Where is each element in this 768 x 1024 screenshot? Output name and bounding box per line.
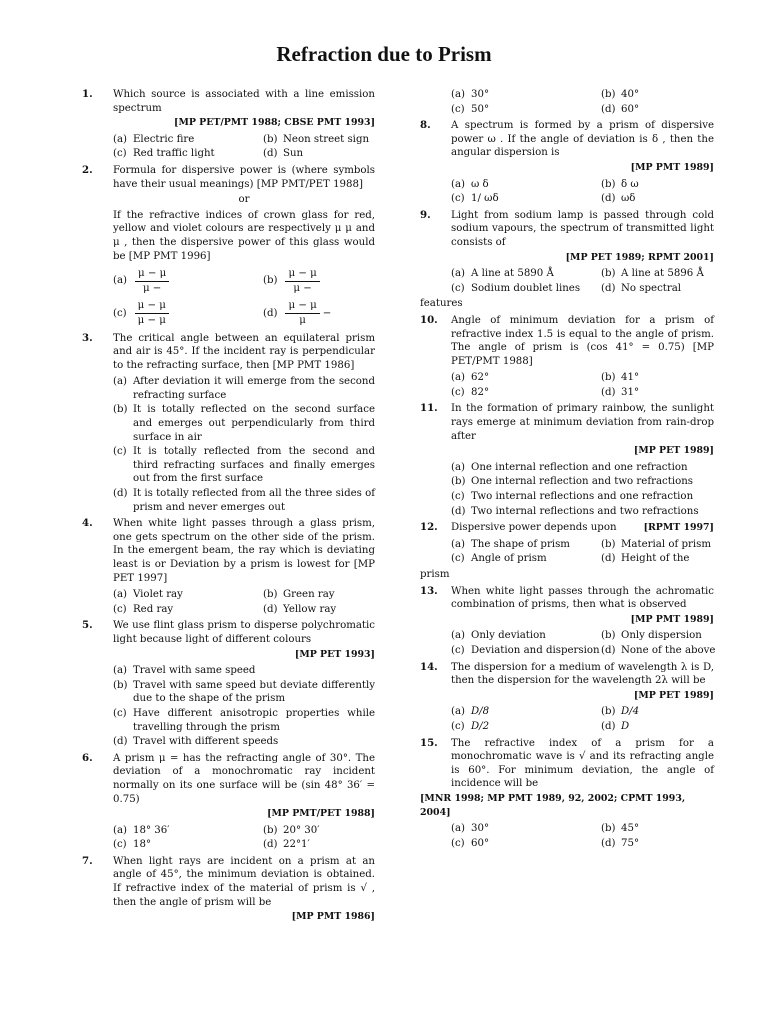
question-number: 8. [420,119,431,132]
option-c: (c) Two internal reflections and one refraction [451,491,694,503]
option-b: (b) 40° [601,89,640,100]
option-b: (b) A line at 5896 Å [601,268,704,280]
option-a: (a) D/8 [451,706,490,718]
source-ref: [MP PET 1989] [633,445,714,457]
options [451,371,714,399]
option-b: (b) $\frac{\mu - \mu}{\mu -}$ [263,267,375,295]
question-11 [420,402,714,518]
option-a: (a) 30° [451,89,490,100]
left-column [82,88,375,927]
options [451,705,714,733]
option-c: (c) Deviation and dispersion [451,644,600,656]
question-number: 6. [82,751,93,764]
option-c: (c) D/2 [451,720,490,732]
question-text: Light from sodium lamp is passed through cold sodium vapours, the spectrum of transmitted light consists of [451,209,714,248]
question-number: 1. [82,88,93,100]
question-15 [420,737,714,851]
option-overflow: features [420,298,463,310]
source-ref: [MP PET 1989] [633,689,714,701]
question-number: 11. [420,402,438,415]
question-text: In the formation of primary rainbow, the sunlight rays emerge at minimum deviation from rain-drop after [451,403,714,442]
option-d: (d) 22°1′ [263,839,310,851]
option-d: (d) Sun [263,148,304,160]
fraction-options-row-1 [113,267,375,295]
question-number: 10. [420,313,438,326]
option-b: (b) It is totally reflected on the second surface and emerges out perpendicularly from third surface in air [113,404,375,443]
question-number: 15. [420,736,438,749]
options [451,538,714,566]
question-13 [420,585,714,658]
question-6 [82,752,375,852]
question-7 [82,855,375,924]
option-c: (c) Angle of prism [451,553,547,565]
question-10 [420,314,714,400]
option-c: (c) It is totally reflected from the second and third refracting surfaces and finally emerges out from the first surface [113,446,375,485]
options [451,88,714,116]
options [451,178,714,206]
option-b: (b) 20° 30′ [263,824,320,836]
option-d: (d) No spectral [601,282,682,294]
question-2 [82,164,375,328]
source-ref: [MP PMT 1986] [291,911,375,923]
question-number: 9. [420,208,431,221]
question-number: 3. [82,331,93,344]
option-a: (a) Violet ray [113,589,183,601]
question-text: Angle of minimum deviation for a prism of refractive index 1.5 is equal to the angle of prism. The angle of prism is (cos 41° = 0.75) [MP PET/PMT 1988] [451,314,714,367]
question-9 [420,209,714,311]
option-d: (d) Two internal reflections and two refractions [451,505,699,517]
options [113,133,375,161]
option-a: (a) ω δ [451,178,489,190]
question-number: 14. [420,660,438,673]
option-b: (b) Only dispersion [601,630,702,642]
option-c: (c) 60° [451,837,490,849]
question-text: A prism μ = has the refracting angle of 30°. The deviation of a monochromatic ray incident normally on its one surface will be (sin 48° 36′ = 0.75) [113,752,375,805]
option-a: (a) 18° 36′ [113,824,170,836]
question-text: We use flint glass prism to disperse polychromatic light because light of different colours [113,620,375,645]
source-ref: [MP PMT/PET 1988] [267,808,375,820]
source-ref: [MP PET/PMT 1988; CBSE PMT 1993] [174,117,375,129]
question-text: The critical angle between an equilateral prism and air is 45°. If the incident ray is perpendicular to the refracting surface, then [MP PMT 1986] [113,332,375,371]
option-a: (a) After deviation it will emerge from the second refracting surface [113,376,375,401]
option-a: (a) One internal reflection and one refraction [451,461,688,473]
option-a: (a) Only deviation [451,630,546,642]
option-c: (c) 82° [451,386,490,398]
question-8 [420,119,714,206]
source-ref: [MP PET 1993] [294,648,375,660]
option-d: (d) None of the above [601,644,716,656]
option-d: (d) 31° [601,386,640,398]
options [113,588,375,616]
option-a: (a) A line at 5890 Å [451,268,554,280]
question-12 [420,521,714,581]
question-text: Formula for dispersive power is (where symbols have their usual meanings) [MP PMT/PET 1988] [113,164,375,190]
option-a: (a) 62° [451,372,490,384]
options [451,629,714,657]
option-d: (d) D [601,720,630,732]
question-number: 5. [82,619,93,632]
question-5 [82,619,375,748]
options [451,267,714,295]
or-separator: or [238,194,250,206]
option-c: (c) Sodium doublet lines [451,282,581,294]
question-1 [82,88,375,161]
question-text: When white light passes through a glass prism, one gets spectrum on the other side of the prism. In the emergent beam, the ray which is deviating least is or Deviation by a prism is lowest for [MP PET 1997] [113,518,375,584]
question-text: The refractive index of a prism for a monochromatic wave is √ and its refracting angle is 60°. For minimum deviation, the angle of incidence will be [451,737,714,790]
option-a: (a) 30° [451,823,490,835]
option-b: (b) δ ω [601,178,639,190]
question-14 [420,661,714,734]
option-overflow: prism [420,569,450,580]
source-ref: [MP PMT 1989] [630,161,714,173]
option-b: (b) Neon street sign [263,133,370,145]
option-d: (d) ωδ [601,193,636,205]
question-text: When white light passes through the achromatic combination of prisms, then what is observed [451,585,714,611]
option-d: (d) Height of the [601,553,690,565]
options [451,822,714,850]
question-text: Dispersive power depends upon [451,522,617,534]
option-c: (c) Red traffic light [113,148,215,160]
option-b: (b) 41° [601,372,640,384]
option-d: (d) Travel with different speeds [113,736,279,748]
option-c: (c) 18° [113,839,152,851]
source-ref: [MP PMT 1989] [630,613,714,625]
question-text: Which source is associated with a line emission spectrum [113,89,375,114]
source-ref: [RPMT 1997] [643,522,714,534]
options [113,375,375,514]
options [113,664,375,749]
option-d: (d) Yellow ray [263,603,337,615]
question-text: A spectrum is formed by a prism of dispersive power ω . If the angle of deviation is δ , then the angular dispersion is [451,120,714,159]
option-c: (c) Red ray [113,603,174,615]
question-number: 7. [82,854,93,867]
right-column [420,88,714,853]
options [113,824,375,852]
option-b: (b) D/4 [601,706,640,718]
option-b: (b) Green ray [263,589,335,601]
question-number: 4. [82,517,93,530]
fraction-options-row-2 [113,299,375,327]
page-title: Refraction due to Prism [276,42,492,66]
question-text-alt: If the refractive indices of crown glass for red, yellow and violet colours are respectively μ μ and μ , then the dispersive power of this glass would be [MP PMT 1996] [113,209,375,262]
option-b: (b) 45° [601,823,640,835]
question-number: 13. [420,584,438,597]
option-a: (a) The shape of prism [451,538,570,550]
option-b: (b) Travel with same speed but deviate differently due to the shape of the prism [113,679,375,705]
options [451,461,714,518]
question-7-options [420,88,714,116]
question-number: 2. [82,163,93,176]
option-d: (d) 75° [601,837,640,849]
option-c: (c) 1/ ωδ [451,193,499,205]
question-text: When light rays are incident on a prism at an angle of 45°, the minimum deviation is obtained. If refractive index of the material of prism is √ , then the angle of prism will be [113,855,375,908]
question-number: 12. [420,521,438,534]
option-c: (c) Have different anisotropic properties while travelling through the prism [113,707,375,733]
option-b: (b) Material of prism [601,538,712,550]
option-c: (c) 50° [451,103,490,115]
option-b: (b) One internal reflection and two refractions [451,476,694,488]
source-ref: [MP PET 1989; RPMT 2001] [565,251,714,263]
option-d: (d) 60° [601,103,640,115]
option-d: (d) It is totally reflected from all the three sides of prism and never emerges out [113,488,375,513]
option-d: (d) $\frac{\mu - \mu}{\mu}$ − [263,300,332,326]
option-a: (a) $\frac{\mu - \mu}{\mu -}$ [113,267,263,295]
option-a: (a) Travel with same speed [113,665,256,677]
option-c: (c) $\frac{\mu - \mu}{\mu - \mu}$ [113,299,263,327]
source-ref: [MNR 1998; MP PMT 1989, 92, 2002; CPMT 1993, 2004] [420,792,686,818]
question-3 [82,332,375,515]
question-text: The dispersion for a medium of wavelength λ is D, then the dispersion for the wavelength 2λ will be [451,661,714,687]
option-a: (a) Electric fire [113,133,195,145]
question-4 [82,517,375,616]
